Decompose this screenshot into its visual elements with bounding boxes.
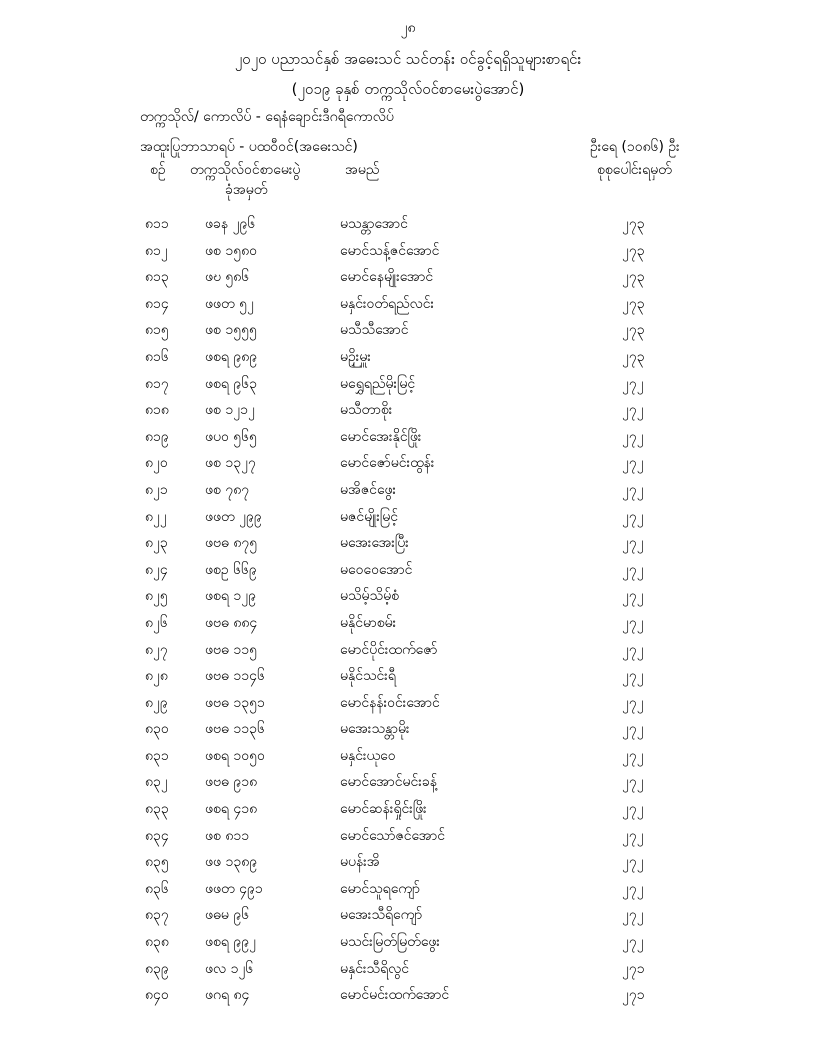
table-row	[0, 400, 816, 427]
table-row	[0, 879, 816, 906]
row-number: ၈၃၅	[145, 854, 169, 871]
total-marks: ၂၇၂	[622, 774, 644, 791]
page-number: ၂၈	[400, 20, 416, 36]
roll-number: ဖဓမ ၉၆	[205, 907, 250, 924]
table-row	[0, 746, 816, 773]
total-marks: ၂၇၃	[622, 242, 645, 259]
table-row	[0, 533, 816, 560]
column-header-roll-sub: ခုံအမှတ်	[225, 182, 268, 198]
roll-number: ဖဗဓ ၈၇၅	[205, 535, 258, 552]
table-row	[0, 640, 816, 667]
roll-number: ဖဖတ ၄၉၁	[205, 880, 263, 897]
table-row	[0, 453, 816, 480]
student-name: မောင်အောင်မင်းခန့်	[340, 774, 437, 791]
table-row	[0, 666, 816, 693]
row-number: ၈၂၉	[145, 694, 168, 711]
roll-number: ဖဂရ ၈၄	[205, 987, 250, 1004]
row-number: ၈၁၆	[145, 348, 169, 365]
student-name: မနှင်းယုဝေ	[340, 747, 396, 764]
total-marks: ၂၇၂	[622, 561, 644, 578]
total-marks: ၂၇၂	[622, 481, 644, 498]
student-name: မောင်နေမျိုးအောင်	[340, 269, 434, 286]
total-marks: ၂၇၁	[622, 987, 645, 1004]
student-name: မနှင်းဝတ်ရည်လင်း	[340, 295, 435, 312]
row-number: ၈၂၅	[145, 588, 168, 605]
student-name: မနိုင်မာစမ်း	[340, 614, 397, 631]
table-row	[0, 826, 816, 853]
student-name: မောင်သန့်ဇင်အောင်	[340, 242, 440, 259]
roll-number: ဖဗဓ ၁၃၅၁	[205, 694, 265, 711]
total-marks: ၂၇၂	[622, 614, 644, 631]
column-header-marks: စုစုပေါင်းရမှတ်	[597, 162, 672, 178]
roll-number: ဖစ ၁၅၅၅	[205, 322, 257, 339]
student-name: မောင်သော်ဇင်အောင်	[340, 827, 445, 844]
count-line: ဦးရေ (၁၀၈၆) ဦး	[590, 139, 680, 155]
student-name: မအေးသန္တာမိုး	[340, 721, 410, 738]
row-number: ၈၃၀	[145, 721, 169, 738]
roll-number: ဖစ ၁၂၁၂	[205, 402, 255, 419]
student-name: မအေးသီရိကျော်	[340, 907, 423, 924]
row-number: ၈၂၄	[145, 561, 168, 578]
table-row	[0, 427, 816, 454]
table-row	[0, 852, 816, 879]
total-marks: ၂၇၂	[622, 641, 644, 658]
roll-number: ဖဗဓ ၁၁၃၆	[205, 721, 265, 738]
column-header-roll: တက္ကသိုလ်ဝင်စာမေးပွဲ	[190, 162, 301, 178]
table-row	[0, 241, 816, 268]
table-row	[0, 693, 816, 720]
total-marks: ၂၇၃	[622, 348, 645, 365]
total-marks: ၂၇၂	[622, 801, 644, 818]
row-number: ၈၂၆	[145, 614, 168, 631]
row-number: ၈၂၂	[145, 508, 167, 525]
row-number: ၈၃၄	[145, 827, 169, 844]
table-row	[0, 799, 816, 826]
table-row	[0, 507, 816, 534]
roll-number: ဖစရ ၄၁၈	[205, 801, 258, 818]
roll-number: ဖစရ ၁၀၅၀	[205, 747, 265, 764]
column-header-no: စဉ်	[150, 162, 166, 178]
roll-number: ဖလ ၁၂၆	[205, 960, 254, 977]
roll-number: ဖဗဓ ၁၁၄၆	[205, 668, 265, 685]
roll-number: ဖစရ ၉၈၉	[205, 348, 258, 365]
student-name: မောင်ဆန်းရှိုင်းဖြိုး	[340, 801, 427, 818]
row-number: ၈၃၇	[145, 907, 169, 924]
student-name: မသန္တာအောင်	[340, 216, 408, 232]
total-marks: ၂၇၂	[622, 827, 644, 844]
total-marks: ၂၇၂	[622, 721, 644, 738]
table-row	[0, 320, 816, 347]
roll-number: ဖဗဓ ၉၁၈	[205, 774, 258, 791]
roll-number: ဖစဥ ၆၆၉	[205, 561, 257, 578]
student-name: မောင်နန်းဝင်းအောင်	[340, 694, 440, 711]
row-number: ၈၁၂	[145, 242, 168, 259]
table-row	[0, 719, 816, 746]
roll-number: ဖစရ ၉၆၃	[205, 375, 257, 392]
row-number: ၈၁၅	[145, 322, 169, 339]
total-marks: ၂၇၂	[622, 508, 644, 525]
student-name: မအိဇင်ဖွေး	[340, 481, 397, 498]
total-marks: ၂၇၂	[622, 428, 644, 445]
student-name: မသီတာစိုး	[340, 402, 393, 419]
roll-number: ဖခန ၂၉၆	[205, 216, 256, 232]
total-marks: ၂၇၂	[622, 934, 644, 951]
row-number: ၈၂၁	[145, 481, 168, 498]
document-subtitle: (၂၀၁၉ ခုနှစ် တက္ကသိုလ်ဝင်စာမေးပွဲအောင်)	[291, 80, 525, 98]
total-marks: ၂၇၂	[622, 694, 644, 711]
student-name: မဉှိုးမှူး	[340, 348, 371, 365]
document-title: ၂၀၂၀ ပညာသင်နှစ် အဓေးသင် သင်တန်း ဝင်ခွင့်ရရှိသူများစာရင်း	[234, 50, 582, 68]
row-number: ၈၃၁	[145, 747, 169, 764]
total-marks: ၂၇၃	[622, 322, 645, 339]
roll-number: ဖစ ၈၁၁	[205, 827, 250, 844]
table-row	[0, 905, 816, 932]
row-number: ၈၁၇	[145, 375, 169, 392]
total-marks: ၂၇၃	[622, 295, 645, 312]
table-row	[0, 959, 816, 986]
total-marks: ၂၇၂	[622, 907, 644, 924]
student-name: မပန်းအိ	[340, 854, 380, 871]
college-line: တက္ကသိုလ်/ ကောလိပ် - ရေနံချောင်းဒီဂရီကောလိပ်	[140, 109, 394, 125]
row-number: ၈၂၀	[145, 455, 168, 472]
table-row	[0, 772, 816, 799]
roll-number: ဖစ ၁၃၂၇	[205, 455, 256, 472]
row-number: ၈၁၃	[145, 269, 169, 286]
student-name: မဇင်မျိုးမြင့်	[340, 508, 398, 525]
total-marks: ၂၇၁	[622, 960, 645, 977]
table-row	[0, 294, 816, 321]
student-name: မသင်းမြတ်မြတ်ဖွေး	[340, 934, 440, 951]
total-marks: ၂၇၂	[622, 375, 644, 392]
roll-number: ဖစရ ၉၉၂	[205, 934, 256, 951]
row-number: ၈၁၉	[145, 428, 169, 445]
row-number: ၈၃၉	[145, 960, 169, 977]
roll-number: ဖဖတ ၂၉၉	[205, 508, 262, 525]
row-number: ၈၁၄	[145, 295, 169, 312]
student-name: မောင်ဇော်မင်းထွန်း	[340, 455, 435, 472]
row-number: ၈၁၈	[145, 402, 169, 419]
column-header-name: အမည်	[345, 162, 380, 178]
table-row	[0, 374, 816, 401]
student-name: မောင်အေးနိုင်ဖြိုး	[340, 428, 422, 445]
table-row	[0, 586, 816, 613]
student-name: မသီသီအောင်	[340, 322, 409, 339]
student-name: မနှင်းသီရိလွင်	[340, 960, 410, 977]
results-table	[0, 214, 816, 1012]
roll-number: ဖဎ ၅၈၆	[205, 269, 250, 286]
student-name: မောင်မင်းထက်အောင်	[340, 987, 450, 1004]
total-marks: ၂၇၂	[622, 535, 644, 552]
roll-number: ဖဖ ၁၃၈၉	[205, 854, 258, 871]
table-row	[0, 480, 816, 507]
row-number: ၈၂၇	[145, 641, 168, 658]
total-marks: ၂၇၂	[622, 747, 644, 764]
student-name: မနိုင်သင်းရီ	[340, 668, 396, 685]
total-marks: ၂၇၂	[622, 854, 644, 871]
student-name: မောင်သူရကျော်	[340, 880, 420, 897]
row-number: ၈၃၆	[145, 880, 169, 897]
table-row	[0, 932, 816, 959]
roll-number: ဖဖတ ၅၂	[205, 295, 254, 312]
table-row	[0, 214, 816, 241]
row-number: ၈၃၂	[145, 774, 168, 791]
total-marks: ၂၇၂	[622, 668, 644, 685]
student-name: မရွှေရည်မိုးမြင့်	[340, 375, 416, 392]
student-name: မသိမ့်သိမ့်စံ	[340, 588, 399, 605]
table-row	[0, 267, 816, 294]
total-marks: ၂၇၂	[622, 880, 644, 897]
table-row	[0, 347, 816, 374]
row-number: ၈၁၁	[145, 216, 169, 232]
total-marks: ၂၇၂	[622, 588, 644, 605]
total-marks: ၂၇၂	[622, 402, 644, 419]
roll-number: ဖဗဓ ၁၁၅	[205, 641, 257, 658]
row-number: ၈၄၀	[145, 987, 169, 1004]
roll-number: ဖပဝ ၅၆၅	[205, 428, 257, 445]
row-number: ၈၂၈	[145, 668, 168, 685]
student-name: မအေးအေးပြီး	[340, 535, 409, 552]
row-number: ၈၂၃	[145, 535, 168, 552]
student-name: မဝေဝေအောင်	[340, 561, 413, 578]
roll-number: ဖစရ ၁၂၉	[205, 588, 256, 605]
student-name: မောင်ပိုင်းထက်ဇော်	[340, 641, 438, 658]
roll-number: ဖဗဓ ၈၈၄	[205, 614, 258, 631]
table-row	[0, 613, 816, 640]
roll-number: ဖစ ၁၅၈၀	[205, 242, 257, 259]
row-number: ၈၃၃	[145, 801, 169, 818]
table-row	[0, 560, 816, 587]
total-marks: ၂၇၃	[622, 216, 645, 232]
roll-number: ဖစ ၇၈၇	[205, 481, 250, 498]
table-row	[0, 985, 816, 1012]
total-marks: ၂၇၂	[622, 455, 644, 472]
total-marks: ၂၇၃	[622, 269, 645, 286]
row-number: ၈၃၈	[145, 934, 169, 951]
major-line: အထူးပြုဘာသာရပ် - ပထဝီဝင်(အဓေးသင်)	[140, 139, 358, 155]
